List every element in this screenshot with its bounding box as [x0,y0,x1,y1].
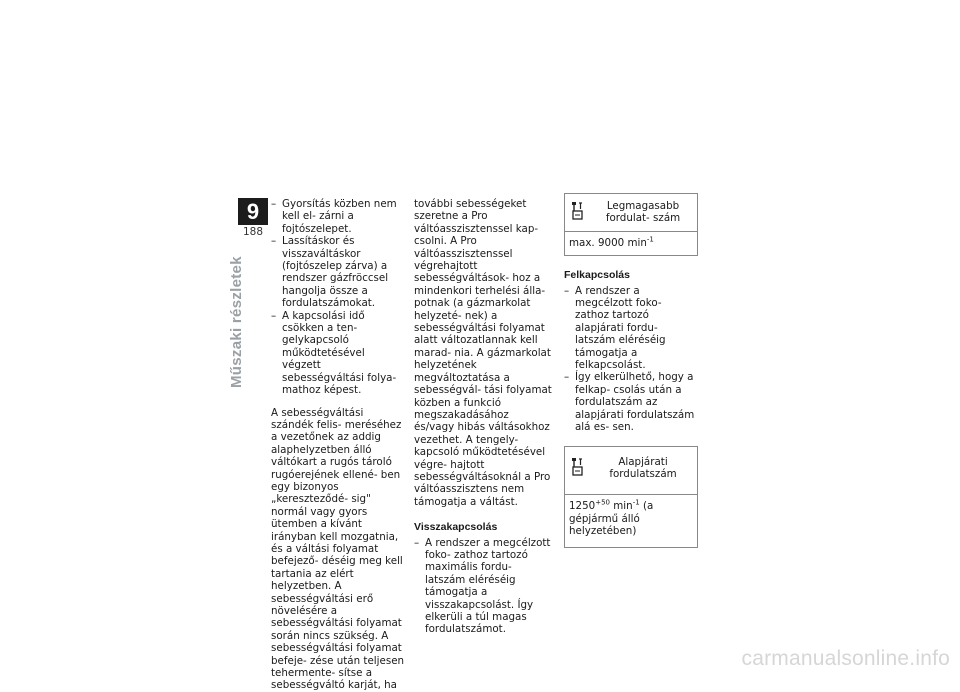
spec-label: Alapjárati fordulatszám [609,455,677,480]
chapter-marker [238,198,268,238]
spec-value [565,495,697,546]
list-item: – A rendszer a megcélzott foko- zathoz tartozó maximális fordu- latszám eléréséig támogatja a visszakapcsolást. Így elkerüli a túl magas fordulatszámot. [414,537,552,636]
spec-box-idle-rpm [564,446,698,548]
list-item: – A kapcsolási idő csökken a ten- gelykapcsoló működtetésével végzett sebességváltási folya- mathoz képest. [271,310,406,397]
column-2 [414,198,552,636]
body-paragraph: A sebességváltási szándék felis- meréséhez a vezetőnek az addig alaphelyzetben álló váltókart a rugós tároló rugóerejének ellené- ben egy bizonyos „kereszteződé- sig" normál vagy gyors ütemben a kívánt irányban kell mozgatnia, és a váltási folyamat befejező- déséig meg kell tartania az elért helyzetben. A sebességváltási erő növelésére a sebességváltási folyamat során nincs szükség. A sebességváltási folyamat befeje- zése után teljesen tehermente- sítse a sebességváltó karját, ha [271,406,405,692]
spec-header [565,194,697,232]
chapter-number: 9 [238,198,268,225]
watermark: carmanualsonline.info [741,647,950,670]
spec-value-unit: min [610,500,633,513]
spec-label: Legmagasabb fordulat- szám [605,200,681,225]
column-3 [564,193,698,548]
spec-value [565,232,697,255]
page-number: 188 [242,226,264,238]
body-paragraph: további sebességeket szeretne a Pro váltóasszisztenssel kap- csolni. A Pro váltóasszisztenssel végrehajtott sebességváltások- hoz a mindenkori terhelési álla- potnak (a gázmarkolat helyzeté- nek) a sebességváltási folyamat alatt változatlannak kell marad- nia. A gázmarkolat helyzetének megváltoztatása a sebességvál- tási folyamat közben a funkció megszakadásához és/vagy hibás váltásokhoz vezethet. A tengely- kapcsoló működtetésével végre- hajtott sebességváltásoknál a Pro váltóasszisztens nem támogatja a váltást. [414,198,552,508]
spec-value-main: 1250 [569,500,596,513]
spec-header [565,447,697,496]
column-1 [271,198,406,692]
spec-box-max-rpm [564,193,698,256]
spec-value-exponent: -1 [632,498,640,507]
engine-rpm-icon [571,201,585,223]
spec-value-note: (a gépjármű álló helyzetében) [569,500,654,538]
section-heading-upshift: Felkapcsolás [564,269,630,282]
upshift-list [564,285,698,434]
list-item: – A rendszer a megcélzott foko- zathoz tartozó alapjárati fordu- latszám eléréséig támogatja a felkapcsolást. [564,285,698,372]
section-title: Műszaki részletek [228,256,245,388]
engine-rpm-icon [571,457,585,479]
list-item: – Így elkerülhető, hogy a felkap- csolás után a fordulatszám az alapjárati fordulatszám alá es- sen. [564,371,698,433]
spec-value-main: max. 9000 min [569,236,647,249]
feature-list [271,198,406,397]
list-item: – Lassításkor és visszaváltáskor (fojtószelep zárva) a rendszer gázfröccsel hangolja össze a fordulatszámokat. [271,235,406,309]
spec-value-exponent: -1 [646,235,654,244]
list-item: – Gyorsítás közben nem kell el- zárni a fojtószelepet. [271,198,406,235]
section-heading-downshift: Visszakapcsolás [414,521,498,534]
downshift-list [414,537,552,636]
spec-value-tolerance: +50 [595,498,610,507]
